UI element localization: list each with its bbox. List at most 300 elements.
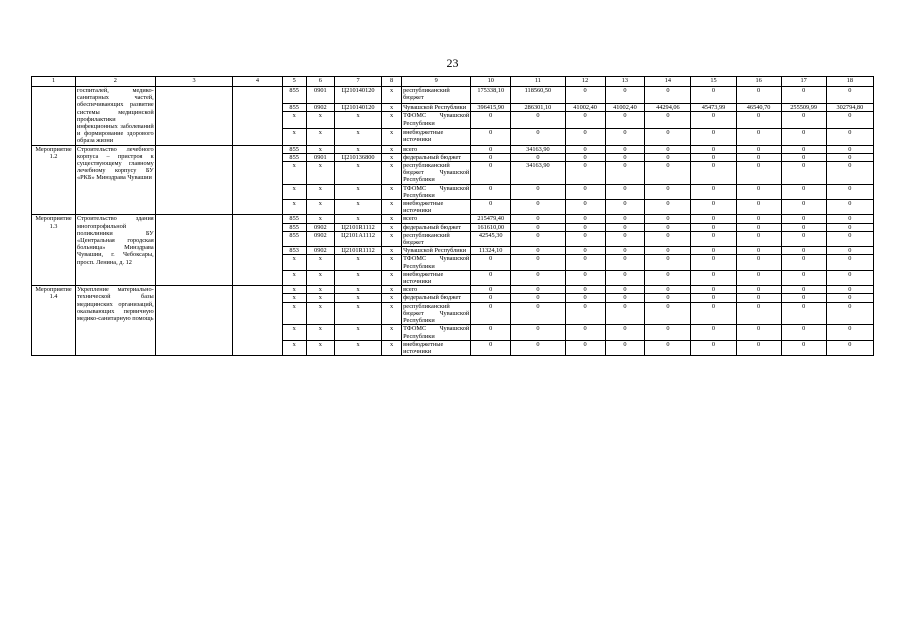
code-section: 0901 bbox=[306, 153, 334, 161]
column-header-11: 11 bbox=[511, 77, 566, 87]
value-cell: 0 bbox=[565, 340, 605, 355]
value-cell: 0 bbox=[511, 223, 566, 231]
code-target: Ц2101А1112 bbox=[335, 231, 382, 246]
value-cell: 0 bbox=[691, 112, 736, 129]
value-cell: 0 bbox=[471, 145, 511, 153]
value-cell: 0 bbox=[511, 325, 566, 340]
value-cell: 0 bbox=[826, 325, 873, 340]
value-cell: 0 bbox=[736, 286, 781, 294]
code-grbs: 855 bbox=[282, 223, 306, 231]
value-cell: 0 bbox=[781, 231, 826, 246]
value-cell: 41002,40 bbox=[605, 103, 645, 112]
code-type: х bbox=[382, 145, 402, 153]
value-cell: 0 bbox=[511, 231, 566, 246]
funding-source: республиканский бюджет bbox=[402, 87, 471, 104]
value-cell: 0 bbox=[826, 270, 873, 285]
value-cell: 286301,10 bbox=[511, 103, 566, 112]
value-cell: 0 bbox=[565, 87, 605, 104]
code-grbs: х bbox=[282, 302, 306, 325]
value-cell: 0 bbox=[826, 255, 873, 270]
value-cell: 0 bbox=[565, 231, 605, 246]
value-cell: 44294,06 bbox=[645, 103, 691, 112]
value-cell: 46540,70 bbox=[736, 103, 781, 112]
value-cell: 0 bbox=[605, 200, 645, 215]
funding-source: внебюджетные источники bbox=[402, 270, 471, 285]
code-grbs: х bbox=[282, 200, 306, 215]
value-cell: 0 bbox=[826, 87, 873, 104]
value-cell: 0 bbox=[511, 129, 566, 146]
value-cell: 45473,99 bbox=[691, 103, 736, 112]
funding-source: федеральный бюджет bbox=[402, 294, 471, 302]
funding-source: федеральный бюджет bbox=[402, 153, 471, 161]
empty-cell bbox=[155, 286, 233, 356]
value-cell: 118560,50 bbox=[511, 87, 566, 104]
code-type: х bbox=[382, 112, 402, 129]
code-target: Ц210140120 bbox=[335, 103, 382, 112]
value-cell: 0 bbox=[565, 302, 605, 325]
funding-source: всего bbox=[402, 145, 471, 153]
code-section: х bbox=[306, 162, 334, 185]
code-target: х bbox=[335, 286, 382, 294]
value-cell: 0 bbox=[736, 145, 781, 153]
code-type: х bbox=[382, 325, 402, 340]
value-cell: 0 bbox=[605, 231, 645, 246]
funding-source: внебюджетные источники bbox=[402, 340, 471, 355]
code-type: х bbox=[382, 103, 402, 112]
value-cell: 0 bbox=[736, 340, 781, 355]
value-cell: 0 bbox=[826, 294, 873, 302]
table-body bbox=[32, 87, 874, 356]
value-cell: 0 bbox=[691, 129, 736, 146]
column-header-17: 17 bbox=[781, 77, 826, 87]
column-header-2: 2 bbox=[76, 77, 156, 87]
value-cell: 0 bbox=[781, 247, 826, 255]
value-cell: 0 bbox=[781, 340, 826, 355]
code-target: х bbox=[335, 184, 382, 199]
code-section: х bbox=[306, 215, 334, 223]
value-cell: 0 bbox=[781, 129, 826, 146]
code-target: х bbox=[335, 112, 382, 129]
value-cell: 0 bbox=[605, 145, 645, 153]
value-cell: 0 bbox=[691, 286, 736, 294]
value-cell: 0 bbox=[605, 153, 645, 161]
value-cell: 0 bbox=[605, 340, 645, 355]
code-target: х bbox=[335, 200, 382, 215]
value-cell: 0 bbox=[471, 162, 511, 185]
code-grbs: 855 bbox=[282, 215, 306, 223]
code-type: х bbox=[382, 215, 402, 223]
code-section: х bbox=[306, 294, 334, 302]
value-cell: 0 bbox=[645, 302, 691, 325]
code-type: х bbox=[382, 231, 402, 246]
value-cell: 0 bbox=[645, 231, 691, 246]
value-cell: 0 bbox=[826, 162, 873, 185]
value-cell: 0 bbox=[645, 184, 691, 199]
value-cell: 0 bbox=[781, 145, 826, 153]
value-cell: 0 bbox=[691, 215, 736, 223]
value-cell: 0 bbox=[781, 302, 826, 325]
table-row bbox=[32, 215, 874, 223]
value-cell: 0 bbox=[781, 325, 826, 340]
value-cell: 0 bbox=[565, 162, 605, 185]
value-cell: 0 bbox=[605, 215, 645, 223]
value-cell: 0 bbox=[511, 247, 566, 255]
code-type: х bbox=[382, 340, 402, 355]
code-type: х bbox=[382, 302, 402, 325]
value-cell: 0 bbox=[645, 340, 691, 355]
code-grbs: х bbox=[282, 255, 306, 270]
code-section: х bbox=[306, 325, 334, 340]
value-cell: 0 bbox=[511, 340, 566, 355]
value-cell: 34163,90 bbox=[511, 162, 566, 185]
funding-source: Чувашской Республики bbox=[402, 103, 471, 112]
code-target: Ц2101R1112 bbox=[335, 223, 382, 231]
value-cell: 0 bbox=[691, 294, 736, 302]
value-cell: 0 bbox=[826, 302, 873, 325]
value-cell: 0 bbox=[826, 129, 873, 146]
code-section: 0901 bbox=[306, 87, 334, 104]
value-cell: 0 bbox=[511, 215, 566, 223]
value-cell: 0 bbox=[781, 294, 826, 302]
value-cell: 0 bbox=[736, 325, 781, 340]
value-cell: 0 bbox=[736, 302, 781, 325]
value-cell: 0 bbox=[511, 255, 566, 270]
funding-source: Чувашской Республики bbox=[402, 247, 471, 255]
empty-cell bbox=[155, 87, 233, 146]
value-cell: 0 bbox=[565, 247, 605, 255]
code-target: х bbox=[335, 302, 382, 325]
value-cell: 0 bbox=[605, 255, 645, 270]
value-cell: 0 bbox=[565, 270, 605, 285]
code-target: х bbox=[335, 340, 382, 355]
code-grbs: 855 bbox=[282, 87, 306, 104]
value-cell: 41002,40 bbox=[565, 103, 605, 112]
code-grbs: х bbox=[282, 294, 306, 302]
code-target: х bbox=[335, 270, 382, 285]
code-section: х bbox=[306, 302, 334, 325]
value-cell: 0 bbox=[781, 153, 826, 161]
value-cell: 0 bbox=[781, 162, 826, 185]
value-cell: 0 bbox=[736, 200, 781, 215]
value-cell: 0 bbox=[736, 87, 781, 104]
code-type: х bbox=[382, 294, 402, 302]
funding-source: республиканский бюджет bbox=[402, 231, 471, 246]
value-cell: 0 bbox=[565, 255, 605, 270]
value-cell: 0 bbox=[691, 231, 736, 246]
column-header-4: 4 bbox=[233, 77, 282, 87]
value-cell: 0 bbox=[511, 112, 566, 129]
funding-source: всего bbox=[402, 215, 471, 223]
value-cell: 0 bbox=[645, 255, 691, 270]
code-type: х bbox=[382, 87, 402, 104]
code-section: 0902 bbox=[306, 247, 334, 255]
value-cell: 0 bbox=[565, 112, 605, 129]
table-row bbox=[32, 87, 874, 104]
column-header-10: 10 bbox=[471, 77, 511, 87]
value-cell: 0 bbox=[691, 247, 736, 255]
value-cell: 0 bbox=[471, 302, 511, 325]
code-target: Ц210136800 bbox=[335, 153, 382, 161]
value-cell: 0 bbox=[511, 184, 566, 199]
value-cell: 0 bbox=[511, 294, 566, 302]
empty-cell bbox=[233, 145, 282, 215]
value-cell: 0 bbox=[781, 286, 826, 294]
empty-cell bbox=[155, 145, 233, 215]
code-grbs: х bbox=[282, 184, 306, 199]
value-cell: 0 bbox=[645, 325, 691, 340]
value-cell: 0 bbox=[565, 223, 605, 231]
value-cell: 0 bbox=[605, 325, 645, 340]
value-cell: 0 bbox=[471, 325, 511, 340]
column-header-3: 3 bbox=[155, 77, 233, 87]
value-cell: 11324,10 bbox=[471, 247, 511, 255]
value-cell: 0 bbox=[691, 87, 736, 104]
empty-cell bbox=[233, 286, 282, 356]
code-target: х bbox=[335, 162, 382, 185]
value-cell: 215479,40 bbox=[471, 215, 511, 223]
value-cell: 0 bbox=[471, 112, 511, 129]
value-cell: 0 bbox=[781, 223, 826, 231]
value-cell: 0 bbox=[511, 270, 566, 285]
code-section: х bbox=[306, 112, 334, 129]
value-cell: 0 bbox=[781, 270, 826, 285]
value-cell: 0 bbox=[691, 255, 736, 270]
code-type: х bbox=[382, 255, 402, 270]
value-cell: 0 bbox=[471, 129, 511, 146]
event-name: Строительство здания многопрофильной поликлиники БУ «Центральная городская больница» Минздрава Чувашии, г. Чебоксары, просп. Ленина, д. 12 bbox=[76, 215, 156, 286]
value-cell: 175338,10 bbox=[471, 87, 511, 104]
code-type: х bbox=[382, 286, 402, 294]
code-type: х bbox=[382, 129, 402, 146]
value-cell: 0 bbox=[736, 129, 781, 146]
header-row bbox=[32, 77, 874, 87]
code-type: х bbox=[382, 270, 402, 285]
code-section: х bbox=[306, 200, 334, 215]
column-header-9: 9 bbox=[402, 77, 471, 87]
value-cell: 0 bbox=[826, 286, 873, 294]
page-number: 23 bbox=[446, 56, 459, 70]
value-cell: 0 bbox=[605, 302, 645, 325]
funding-source: всего bbox=[402, 286, 471, 294]
column-header-15: 15 bbox=[691, 77, 736, 87]
event-name: госпиталей, медико-санитарных частей, обеспечивающих развитие системы медицинской профилактики инфекционных заболеваний и формирование здорового образа жизни bbox=[77, 87, 154, 145]
event-name: Укрепление материально-технической базы медицинских организаций, оказывающих первичную медико-санитарную помощь bbox=[76, 286, 156, 356]
event-label bbox=[32, 87, 76, 146]
value-cell: 0 bbox=[565, 153, 605, 161]
value-cell: 0 bbox=[736, 223, 781, 231]
funding-source: республиканский бюджет Чувашской Республики bbox=[403, 302, 470, 325]
code-target: х bbox=[335, 255, 382, 270]
value-cell: 0 bbox=[565, 286, 605, 294]
table-row bbox=[32, 145, 874, 153]
value-cell: 0 bbox=[826, 184, 873, 199]
value-cell: 0 bbox=[645, 294, 691, 302]
code-section: 0902 bbox=[306, 231, 334, 246]
value-cell: 0 bbox=[781, 112, 826, 129]
code-grbs: х bbox=[282, 129, 306, 146]
code-grbs: 855 bbox=[282, 103, 306, 112]
funding-source: внебюджетные источники bbox=[402, 129, 471, 146]
value-cell: 0 bbox=[691, 325, 736, 340]
column-header-14: 14 bbox=[645, 77, 691, 87]
value-cell: 0 bbox=[645, 286, 691, 294]
code-grbs: 855 bbox=[282, 231, 306, 246]
column-header-16: 16 bbox=[736, 77, 781, 87]
funding-source: ТФОМС Чувашской Республики bbox=[403, 325, 470, 340]
value-cell: 34163,90 bbox=[511, 145, 566, 153]
funding-source: ТФОМС Чувашской Республики bbox=[403, 112, 470, 127]
event-label: Мероприятие 1.4 bbox=[32, 286, 76, 356]
code-grbs: 855 bbox=[282, 153, 306, 161]
value-cell: 0 bbox=[645, 200, 691, 215]
value-cell: 161610,00 bbox=[471, 223, 511, 231]
value-cell: 0 bbox=[781, 200, 826, 215]
value-cell: 0 bbox=[645, 153, 691, 161]
value-cell: 0 bbox=[471, 340, 511, 355]
value-cell: 0 bbox=[471, 286, 511, 294]
code-type: х bbox=[382, 184, 402, 199]
code-grbs: 855 bbox=[282, 145, 306, 153]
column-header-6: 6 bbox=[306, 77, 334, 87]
value-cell: 0 bbox=[691, 302, 736, 325]
code-grbs: х bbox=[282, 162, 306, 185]
code-type: х bbox=[382, 247, 402, 255]
value-cell: 0 bbox=[736, 162, 781, 185]
value-cell: 0 bbox=[645, 112, 691, 129]
value-cell: 0 bbox=[736, 112, 781, 129]
value-cell: 0 bbox=[826, 112, 873, 129]
code-target: х bbox=[335, 325, 382, 340]
value-cell: 0 bbox=[736, 153, 781, 161]
code-grbs: 853 bbox=[282, 247, 306, 255]
event-label: Мероприятие 1.3 bbox=[32, 215, 76, 286]
code-section: х bbox=[306, 145, 334, 153]
value-cell: 42545,30 bbox=[471, 231, 511, 246]
code-target: Ц210140120 bbox=[335, 87, 382, 104]
value-cell: 0 bbox=[471, 255, 511, 270]
code-target: х bbox=[335, 294, 382, 302]
value-cell: 0 bbox=[736, 294, 781, 302]
empty-cell bbox=[233, 215, 282, 286]
value-cell: 0 bbox=[691, 145, 736, 153]
value-cell: 0 bbox=[826, 145, 873, 153]
value-cell: 0 bbox=[605, 162, 645, 185]
value-cell: 0 bbox=[645, 87, 691, 104]
value-cell: 0 bbox=[691, 270, 736, 285]
value-cell: 0 bbox=[736, 255, 781, 270]
value-cell: 0 bbox=[565, 145, 605, 153]
code-grbs: х bbox=[282, 112, 306, 129]
value-cell: 0 bbox=[826, 223, 873, 231]
value-cell: 0 bbox=[781, 87, 826, 104]
value-cell: 0 bbox=[471, 184, 511, 199]
value-cell: 0 bbox=[691, 184, 736, 199]
value-cell: 0 bbox=[471, 294, 511, 302]
code-section: х bbox=[306, 286, 334, 294]
column-header-7: 7 bbox=[335, 77, 382, 87]
value-cell: 0 bbox=[605, 184, 645, 199]
code-target: х bbox=[335, 215, 382, 223]
funding-source: федеральный бюджет bbox=[402, 223, 471, 231]
value-cell: 0 bbox=[736, 184, 781, 199]
code-section: х bbox=[306, 129, 334, 146]
table-row bbox=[32, 286, 874, 294]
value-cell: 0 bbox=[736, 247, 781, 255]
value-cell: 0 bbox=[605, 270, 645, 285]
value-cell: 0 bbox=[511, 302, 566, 325]
value-cell: 0 bbox=[826, 200, 873, 215]
value-cell: 0 bbox=[565, 215, 605, 223]
value-cell: 0 bbox=[471, 153, 511, 161]
value-cell: 0 bbox=[691, 162, 736, 185]
value-cell: 0 bbox=[645, 223, 691, 231]
empty-cell bbox=[155, 215, 233, 286]
code-grbs: х bbox=[282, 270, 306, 285]
column-header-12: 12 bbox=[565, 77, 605, 87]
value-cell: 0 bbox=[605, 223, 645, 231]
code-type: х bbox=[382, 223, 402, 231]
value-cell: 0 bbox=[781, 255, 826, 270]
value-cell: 302794,80 bbox=[826, 103, 873, 112]
value-cell: 0 bbox=[511, 200, 566, 215]
empty-cell bbox=[233, 87, 282, 146]
value-cell: 0 bbox=[691, 153, 736, 161]
value-cell: 0 bbox=[645, 129, 691, 146]
value-cell: 0 bbox=[565, 129, 605, 146]
value-cell: 0 bbox=[691, 200, 736, 215]
funding-source: ТФОМС Чувашской Республики bbox=[403, 255, 470, 270]
value-cell: 0 bbox=[826, 247, 873, 255]
column-header-13: 13 bbox=[605, 77, 645, 87]
code-type: х bbox=[382, 162, 402, 185]
value-cell: 0 bbox=[605, 247, 645, 255]
value-cell: 0 bbox=[645, 162, 691, 185]
value-cell: 0 bbox=[826, 231, 873, 246]
value-cell: 396415,90 bbox=[471, 103, 511, 112]
value-cell: 0 bbox=[605, 286, 645, 294]
budget-table bbox=[31, 76, 874, 356]
code-type: х bbox=[382, 200, 402, 215]
value-cell: 0 bbox=[781, 215, 826, 223]
value-cell: 0 bbox=[511, 286, 566, 294]
value-cell: 0 bbox=[826, 340, 873, 355]
value-cell: 0 bbox=[511, 153, 566, 161]
code-target: х bbox=[335, 129, 382, 146]
value-cell: 0 bbox=[565, 294, 605, 302]
value-cell: 0 bbox=[736, 231, 781, 246]
code-grbs: х bbox=[282, 286, 306, 294]
event-name: Строительство лечебного корпуса – пристроя к существующему главному лечебному корпусу БУ «РКБ» Минздрава Чувашии bbox=[76, 145, 156, 215]
funding-source: республиканский бюджет Чувашской Республики bbox=[403, 162, 470, 184]
value-cell: 0 bbox=[826, 215, 873, 223]
value-cell: 0 bbox=[645, 145, 691, 153]
code-type: х bbox=[382, 153, 402, 161]
value-cell: 0 bbox=[645, 270, 691, 285]
value-cell: 0 bbox=[691, 340, 736, 355]
value-cell: 0 bbox=[471, 270, 511, 285]
value-cell: 0 bbox=[736, 270, 781, 285]
event-label: Мероприятие 1.2 bbox=[32, 145, 76, 215]
column-header-1: 1 bbox=[32, 77, 76, 87]
code-section: х bbox=[306, 340, 334, 355]
code-section: х bbox=[306, 184, 334, 199]
column-header-8: 8 bbox=[382, 77, 402, 87]
value-cell: 0 bbox=[605, 112, 645, 129]
value-cell: 255509,99 bbox=[781, 103, 826, 112]
value-cell: 0 bbox=[605, 129, 645, 146]
value-cell: 0 bbox=[826, 153, 873, 161]
value-cell: 0 bbox=[736, 215, 781, 223]
